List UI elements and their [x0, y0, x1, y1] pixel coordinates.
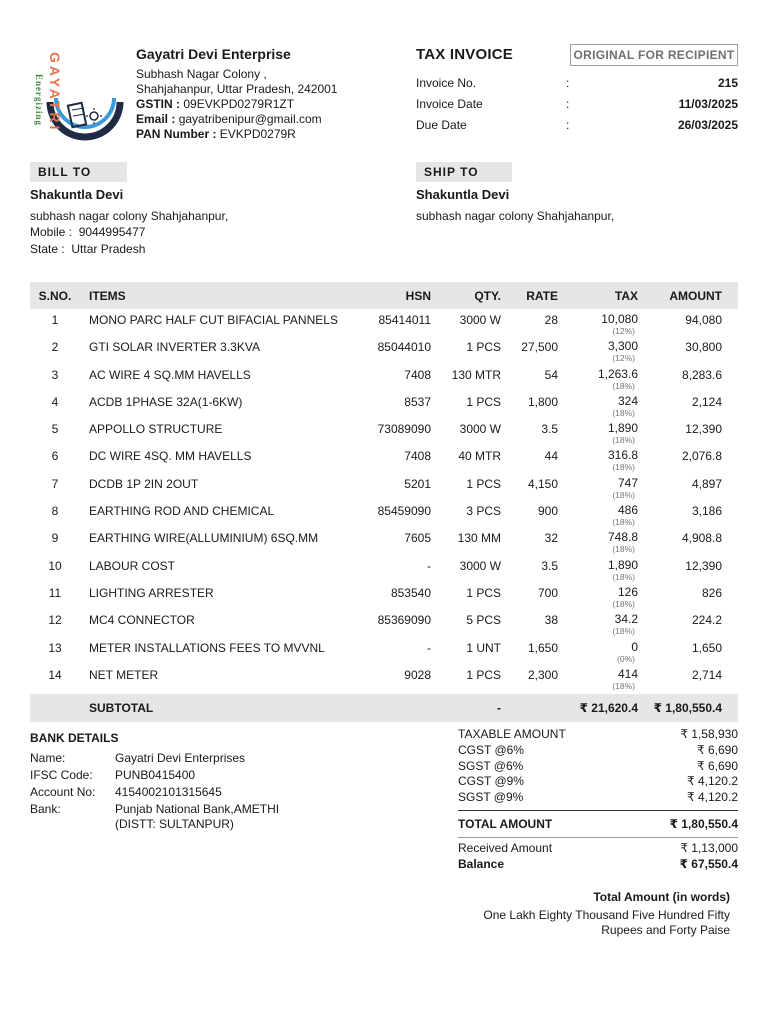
row-amount: 224.2	[691, 613, 722, 628]
bank-details	[30, 731, 350, 832]
row-tax	[558, 555, 638, 582]
row-item: NET METER	[89, 667, 159, 682]
row-tax-value: 486	[617, 503, 638, 518]
row-tax-percent: (18%)	[612, 517, 635, 528]
row-qty: 1 PCS	[466, 394, 501, 409]
row-item: DC WIRE 4SQ. MM HAVELLS	[89, 449, 252, 464]
ship-to-tag: SHIP TO	[416, 162, 512, 182]
row-amount: 2,076.8	[681, 449, 722, 464]
bill-to-details	[30, 187, 370, 257]
row-rate: 38	[544, 613, 558, 628]
ship-to-name: Shakuntla Devi	[416, 187, 510, 202]
table-row	[30, 527, 738, 554]
table-row	[30, 500, 738, 527]
row-amount: 8,283.6	[681, 367, 722, 382]
row-item: DCDB 1P 2IN 2OUT	[89, 476, 199, 491]
header-qty: QTY.	[474, 288, 501, 303]
items-table-header	[30, 282, 738, 309]
row-tax-percent: (18%)	[612, 680, 635, 691]
row-tax-percent: (18%)	[612, 489, 635, 500]
ship-to-address: subhash nagar colony Shahjahanpur,	[416, 208, 615, 223]
cgst9-row: CGST @9% ₹ 4,120.2	[458, 774, 738, 789]
amount-in-words-line1: One Lakh Eighty Thousand Five Hundred Fifty	[483, 908, 730, 922]
bill-to-mobile: Mobile : 9044995477	[30, 225, 146, 239]
table-row	[30, 555, 738, 582]
table-row	[30, 664, 738, 691]
logo-graphic	[28, 44, 126, 144]
company-address-line1: Subhash Nagar Colony ,	[136, 67, 267, 81]
row-hsn: 7605	[404, 531, 431, 546]
row-rate: 2,300	[527, 667, 558, 682]
table-row	[30, 418, 738, 445]
header-hsn: HSN	[405, 288, 431, 303]
company-address-line2: Shahjahanpur, Uttar Pradesh, 242001	[136, 82, 338, 96]
row-tax-value: 1,890	[607, 557, 638, 572]
items-table-body	[30, 309, 738, 691]
bank-account-row: Account No: 4154002101315645	[30, 785, 222, 799]
row-qty: 3 PCS	[466, 504, 501, 519]
bank-name-row: Name: Gayatri Devi Enterprises	[30, 751, 246, 765]
invoice-date: 11/03/2025	[678, 96, 738, 111]
row-rate: 700	[537, 585, 558, 600]
header-tax: TAX	[614, 288, 638, 303]
row-tax-percent: (12%)	[612, 326, 635, 336]
row-rate: 54	[544, 367, 558, 382]
bill-to-name: Shakuntla Devi	[30, 187, 124, 202]
table-row	[30, 609, 738, 636]
row-amount: 1,650	[691, 640, 722, 655]
company-name: Gayatri Devi Enterprise	[136, 46, 291, 62]
row-item: ACDB 1PHASE 32A(1-6KW)	[89, 394, 243, 409]
sgst6-row: SGST @6% ₹ 6,690	[458, 758, 738, 773]
balance-amount: ₹ 67,550.4	[679, 856, 738, 871]
row-amount: 2,124	[691, 394, 722, 409]
row-qty: 3000 W	[459, 558, 501, 573]
row-tax	[558, 582, 638, 609]
row-tax-percent: (18%)	[612, 380, 635, 391]
row-tax-value: 324	[617, 393, 638, 408]
header-items: ITEMS	[89, 288, 126, 303]
table-row	[30, 445, 738, 472]
row-hsn: 7408	[404, 449, 431, 464]
table-row	[30, 391, 738, 418]
row-tax-value: 3,300	[607, 339, 638, 354]
row-amount: 12,390	[685, 422, 722, 437]
company-gstin: GSTIN : 09EVKPD0279R1ZT	[136, 97, 295, 111]
row-hsn: 853540	[390, 585, 431, 600]
row-sno: 10	[48, 558, 62, 573]
logo-text: GAYATRI	[47, 52, 63, 133]
row-rate: 3.5	[541, 422, 558, 437]
row-rate: 4,150	[527, 476, 558, 491]
bill-to-address: subhash nagar colony Shahjahanpur,	[30, 208, 229, 223]
row-tax-value: 34.2	[614, 612, 638, 627]
row-sno: 6	[51, 449, 59, 464]
row-tax-value: 414	[617, 666, 638, 681]
row-amount: 4,908.8	[681, 531, 722, 546]
row-sno: 13	[48, 640, 62, 655]
row-sno: 4	[51, 394, 59, 409]
row-qty: 40 MTR	[458, 449, 501, 464]
row-sno: 14	[48, 667, 62, 682]
row-tax	[558, 527, 638, 554]
row-tax	[558, 664, 638, 691]
row-tax-percent: (18%)	[612, 571, 635, 582]
row-hsn: -	[427, 558, 431, 573]
row-hsn: 8537	[404, 394, 431, 409]
table-row	[30, 309, 738, 336]
row-rate: 27,500	[521, 340, 558, 355]
cgst6-row: CGST @6% ₹ 6,690	[458, 742, 738, 757]
row-rate: 900	[537, 504, 558, 519]
row-qty: 3000 W	[459, 313, 501, 327]
row-hsn: 5201	[404, 476, 431, 491]
bank-bank-row: Bank: Punjab National Bank,AMETHI (DISTT: SULTANPUR)	[30, 802, 280, 831]
row-item: APPOLLO STRUCTURE	[89, 422, 223, 437]
row-item: GTI SOLAR INVERTER 3.3KVA	[89, 340, 260, 355]
row-item: MC4 CONNECTOR	[89, 613, 195, 628]
row-qty: 3000 W	[459, 422, 501, 437]
original-badge: ORIGINAL FOR RECIPIENT	[570, 44, 738, 66]
row-rate: 1,650	[527, 640, 558, 655]
row-sno: 7	[51, 476, 59, 491]
items-table	[30, 282, 738, 722]
row-tax-value: 748.8	[607, 530, 638, 545]
row-tax	[558, 637, 638, 664]
table-row	[30, 473, 738, 500]
row-hsn: 85369090	[377, 613, 431, 628]
row-sno: 8	[51, 504, 59, 519]
row-qty: 1 PCS	[466, 667, 501, 682]
row-tax	[558, 309, 638, 336]
row-tax-percent: (18%)	[612, 544, 635, 555]
row-sno: 2	[51, 340, 59, 355]
row-tax-percent: (18%)	[612, 626, 635, 637]
balance-row: Balance ₹ 67,550.4	[458, 856, 738, 871]
row-tax-percent: (0%)	[617, 653, 635, 664]
row-amount: 94,080	[685, 313, 722, 327]
sgst9-row: SGST @9% ₹ 4,120.2	[458, 790, 738, 805]
row-qty: 130 MM	[457, 531, 501, 546]
due-date: 26/03/2025	[677, 117, 738, 132]
row-hsn: 85044010	[377, 340, 431, 355]
row-hsn: 85459090	[377, 504, 431, 519]
row-item: AC WIRE 4 SQ.MM HAVELLS	[89, 367, 251, 382]
row-qty: 1 UNT	[466, 640, 501, 655]
logo-subtext: Energizing	[34, 74, 44, 126]
invoice-number-row: Invoice No. : 215	[416, 75, 738, 90]
header-amount: AMOUNT	[669, 288, 722, 303]
subtotal-qty: -	[497, 701, 501, 716]
invoice-date-row: Invoice Date : 11/03/2025	[416, 96, 738, 111]
totals-summary	[458, 727, 738, 873]
totals-divider-2	[458, 837, 738, 838]
row-tax-percent: (18%)	[612, 407, 635, 418]
row-item: LIGHTING ARRESTER	[89, 585, 214, 600]
amount-in-words	[430, 890, 730, 938]
subtotal-row	[30, 694, 738, 722]
company-email: Email : gayatribenipur@gmail.com	[136, 112, 322, 126]
row-sno: 9	[51, 531, 59, 546]
total-amount-row: TOTAL AMOUNT ₹ 1,80,550.4	[458, 816, 738, 831]
amount-in-words-title: Total Amount (in words)	[593, 890, 730, 904]
row-amount: 30,800	[685, 340, 722, 355]
row-hsn: 73089090	[377, 422, 431, 437]
row-qty: 130 MTR	[451, 367, 501, 382]
row-qty: 1 PCS	[466, 585, 501, 600]
row-rate: 1,800	[527, 394, 558, 409]
row-tax	[558, 418, 638, 445]
row-tax	[558, 336, 638, 363]
row-sno: 11	[48, 585, 62, 600]
bank-details-title: BANK DETAILS	[30, 731, 119, 745]
row-item: EARTHING WIRE(ALLUMINIUM) 6SQ.MM	[89, 531, 319, 546]
received-amount-row: Received Amount ₹ 1,13,000	[458, 840, 738, 855]
table-row	[30, 336, 738, 363]
row-amount: 12,390	[685, 558, 722, 573]
row-tax-percent: (18%)	[612, 598, 635, 609]
row-amount: 3,186	[691, 504, 722, 519]
row-tax	[558, 500, 638, 527]
row-rate: 3.5	[541, 558, 558, 573]
invoice-title: TAX INVOICE	[416, 46, 513, 63]
table-row	[30, 364, 738, 391]
row-qty: 1 PCS	[466, 340, 501, 355]
invoice-number: 215	[717, 75, 738, 90]
bank-ifsc-row: IFSC Code: PUNB0415400	[30, 768, 196, 782]
company-info	[136, 46, 396, 142]
header-sno: S.NO.	[38, 288, 72, 303]
row-hsn: 9028	[404, 667, 431, 682]
invoice-meta	[416, 72, 738, 135]
row-rate: 28	[544, 313, 558, 327]
row-tax-value: 1,890	[607, 421, 638, 436]
row-sno: 1	[51, 313, 59, 327]
company-logo	[28, 44, 126, 144]
row-qty: 1 PCS	[466, 476, 501, 491]
bill-to-tag: BILL TO	[30, 162, 127, 182]
row-item: METER INSTALLATIONS FEES TO MVVNL	[89, 640, 325, 655]
row-amount: 4,897	[691, 476, 722, 491]
taxable-amount-row: TAXABLE AMOUNT ₹ 1,58,930	[458, 727, 738, 741]
due-date-row: Due Date : 26/03/2025	[416, 117, 738, 132]
subtotal-label: SUBTOTAL	[89, 701, 154, 716]
row-item: LABOUR COST	[89, 558, 176, 573]
row-tax	[558, 445, 638, 472]
row-sno: 12	[48, 613, 62, 628]
row-sno: 5	[51, 422, 59, 437]
company-pan: PAN Number : EVKPD0279R	[136, 127, 296, 141]
subtotal-tax: ₹ 21,620.4	[579, 701, 638, 716]
row-rate: 32	[544, 531, 558, 546]
row-hsn: 85414011	[378, 313, 431, 327]
table-row	[30, 582, 738, 609]
row-tax-value: 316.8	[607, 448, 638, 463]
row-item: MONO PARC HALF CUT BIFACIAL PANNELS	[89, 313, 338, 327]
row-rate: 44	[544, 449, 558, 464]
amount-in-words-line2: Rupees and Forty Paise	[601, 923, 730, 937]
bill-to-state: State : Uttar Pradesh	[30, 241, 146, 256]
row-tax-value: 747	[617, 475, 638, 490]
row-tax	[558, 391, 638, 418]
row-tax-percent: (18%)	[612, 435, 635, 446]
row-item: EARTHING ROD AND CHEMICAL	[89, 504, 275, 519]
row-tax	[558, 473, 638, 500]
row-amount: 826	[701, 585, 722, 600]
row-hsn: 7408	[404, 367, 431, 382]
row-tax-percent: (18%)	[612, 462, 635, 473]
header-rate: RATE	[526, 288, 558, 303]
row-sno: 3	[51, 367, 59, 382]
row-amount: 2,714	[691, 667, 722, 682]
row-tax-percent: (12%)	[612, 353, 635, 364]
row-tax-value: 126	[617, 584, 638, 599]
row-tax	[558, 364, 638, 391]
row-tax-value: 10,080	[601, 312, 638, 326]
row-hsn: -	[427, 640, 431, 655]
total-amount: ₹ 1,80,550.4	[669, 816, 738, 831]
ship-to-details	[416, 187, 736, 224]
row-tax	[558, 609, 638, 636]
table-row	[30, 637, 738, 664]
subtotal-amount: ₹ 1,80,550.4	[653, 701, 722, 716]
row-tax-value: 1,263.6	[597, 366, 638, 381]
row-tax-value: 0	[631, 639, 638, 654]
row-qty: 5 PCS	[466, 613, 501, 628]
